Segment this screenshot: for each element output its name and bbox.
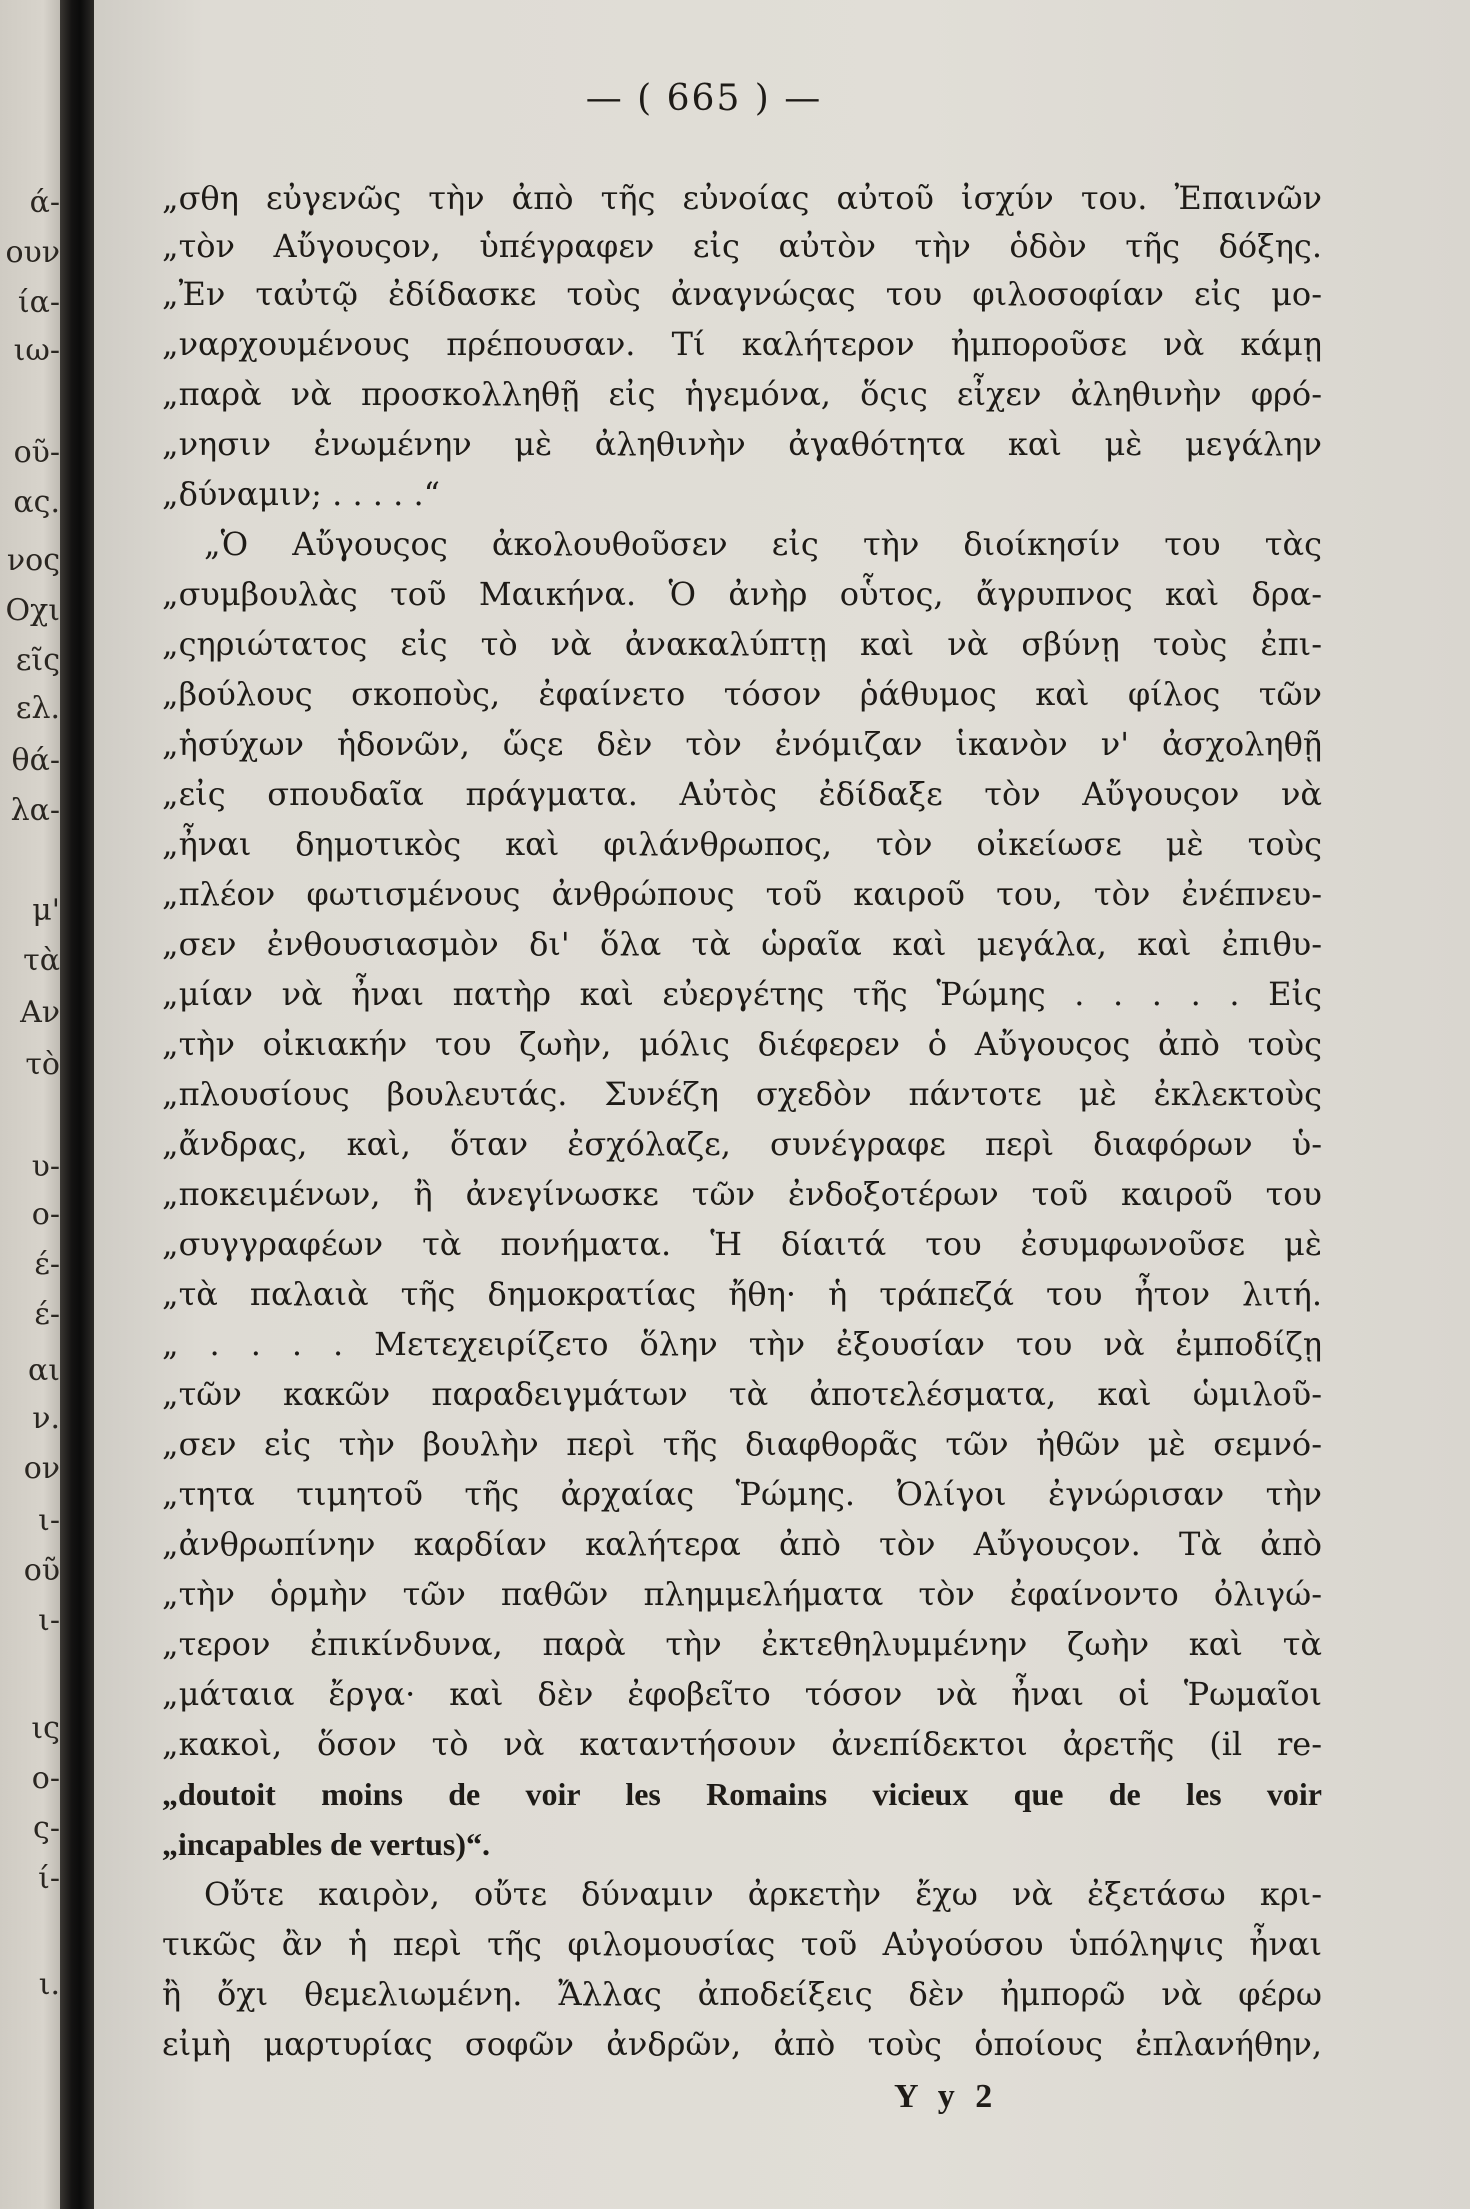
facing-page-fragment: έ- (34, 1247, 60, 1282)
book-page (94, 0, 1470, 2209)
book-gutter (60, 0, 94, 2209)
facing-page-fragment: ι. (38, 1967, 60, 2002)
facing-page-fragment: ις (31, 1711, 60, 1746)
facing-page-edge (0, 0, 62, 2209)
text-line-french: „doutoit moins de voir les Romains vicieux que de les voir (162, 1776, 1322, 1812)
text-line: „ . . . . Μετεχειρίζετο ὅλην τὴν ἐξουσίαν του νὰ ἐμποδίζῃ (162, 1325, 1322, 1363)
facing-page-fragment: ι- (38, 1503, 60, 1538)
page-number-header: — ( 665 ) — (585, 78, 823, 119)
text-line: „ναρχουμένους πρέπουσαν. Τί καλήτερον ἠμποροῦσε νὰ κάμῃ (162, 325, 1322, 363)
text-line: „τὰ παλαιὰ τῆς δημοκρατίας ἤθη· ἡ τράπεζά του ἦτον λιτή. (162, 1275, 1322, 1313)
facing-page-fragment: ν. (32, 1401, 60, 1436)
text-line: ἢ ὄχι θεμελιωμένη. Ἄλλας ἀποδείξεις δὲν ἠμπορῶ νὰ φέρω (162, 1975, 1322, 2013)
text-line: „τὴν οἰκιακήν του ζωὴν, μόλις διέφερεν ὁ Αὔγουςος ἀπὸ τοὺς (162, 1025, 1322, 1063)
facing-page-fragment: ας. (13, 485, 60, 520)
facing-page-fragment: ία- (17, 285, 60, 320)
facing-page-fragment: ο- (31, 1761, 60, 1796)
facing-page-fragment: εῖς (15, 643, 60, 678)
text-line: „παρὰ νὰ προσκολληθῇ εἰς ἡγεμόνα, ὅςις εἶχεν ἀληθινὴν φρό- (162, 375, 1322, 413)
text-line: „συμβουλὰς τοῦ Μαικήνα. Ὁ ἀνὴρ οὗτος, ἄγρυπνος καὶ δρα- (162, 575, 1322, 613)
signature-mark: Y y 2 (894, 2078, 999, 2115)
facing-page-fragment: ο- (31, 1197, 60, 1232)
text-line: „Ἐν ταὐτῷ ἐδίδασκε τοὺς ἀναγνώςας του φιλοσοφίαν εἰς μο- (162, 275, 1322, 313)
text-line: „βούλους σκοποὺς, ἐφαίνετο τόσον ῥάθυμος καὶ φίλος τῶν (162, 675, 1322, 713)
facing-page-fragment: υ- (31, 1149, 60, 1184)
facing-page-fragment: τὸ (25, 1047, 60, 1082)
text-line: εἰμὴ μαρτυρίας σοφῶν ἀνδρῶν, ἀπὸ τοὺς ὁποίους ἐπλανήθην, (162, 2025, 1322, 2063)
text-line: „ἦναι δημοτικὸς καὶ φιλάνθρωπος, τὸν οἰκείωσε μὲ τοὺς (162, 825, 1322, 863)
facing-page-fragment: ι- (38, 1603, 60, 1638)
text-line: „σεν εἰς τὴν βουλὴν περὶ τῆς διαφθορᾶς τῶν ἠθῶν μὲ σεμνό- (162, 1425, 1322, 1463)
text-line: „νησιν ἐνωμένην μὲ ἀληθινὴν ἀγαθότητα καὶ μὲ μεγάλην (162, 425, 1322, 463)
text-line: „μάταια ἔργα· καὶ δὲν ἐφοβεῖτο τόσον νὰ ἦναι οἱ Ῥωμαῖοι (162, 1675, 1322, 1713)
facing-page-fragment: ιω- (13, 333, 60, 368)
facing-page-fragment: οῦ- (13, 435, 60, 470)
facing-page-fragment: έ- (34, 1297, 60, 1332)
facing-page-fragment: νος (6, 543, 60, 578)
facing-page-fragment: οῦ (23, 1553, 60, 1588)
text-line: „εἰς σπουδαῖα πράγματα. Αὐτὸς ἐδίδαξε τὸν Αὔγουςον νὰ (162, 775, 1322, 813)
text-line: „πλουσίους βουλευτάς. Συνέζη σχεδὸν πάντοτε μὲ ἐκλεκτοὺς (162, 1075, 1322, 1113)
text-line: „ἀνθρωπίνην καρδίαν καλήτερα ἀπὸ τὸν Αὔγουςον. Τὰ ἀπὸ (162, 1525, 1322, 1563)
facing-page-fragment: ά- (29, 185, 60, 220)
text-line: „τερον ἐπικίνδυνα, παρὰ τὴν ἐκτεθηλυμμένην ζωὴν καὶ τὰ (162, 1625, 1322, 1663)
text-line: „συγγραφέων τὰ πονήματα. Ἡ δίαιτά του ἐσυμφωνοῦσε μὲ (162, 1225, 1322, 1263)
text-line: τικῶς ἂν ἡ περὶ τῆς φιλομουσίας τοῦ Αὐγούσου ὑπόληψις ἦναι (162, 1925, 1322, 1963)
facing-page-fragment: ελ. (15, 691, 60, 726)
facing-page-fragment: ί- (38, 1861, 60, 1896)
text-line: „πλέον φωτισμένους ἀνθρώπους τοῦ καιροῦ του, τὸν ἐνέπνευ- (162, 875, 1322, 913)
facing-page-fragment: μ' (32, 893, 60, 928)
text-line: „κακοὶ, ὅσον τὸ νὰ καταντήσουν ἀνεπίδεκτοι ἀρετῆς (il re- (162, 1725, 1322, 1763)
text-line: „τητα τιμητοῦ τῆς ἀρχαίας Ῥώμης. Ὀλίγοι ἐγνώρισαν τὴν (162, 1475, 1322, 1513)
text-line: „τὸν Αὔγουςον, ὑπέγραφεν εἰς αὐτὸν τὴν ὁδὸν τῆς δόξης. (162, 227, 1322, 265)
text-line: „τῶν κακῶν παραδειγμάτων τὰ ἀποτελέσματα, καὶ ὡμιλοῦ- (162, 1375, 1322, 1413)
facing-page-fragment: αι (27, 1353, 60, 1388)
facing-page-fragment: Οχι (5, 593, 60, 628)
facing-page-fragment: λα- (10, 793, 60, 828)
text-line: „ποκειμένων, ἢ ἀνεγίνωσκε τῶν ἐνδοξοτέρων τοῦ καιροῦ του (162, 1175, 1322, 1213)
text-line: „ἄνδρας, καὶ, ὅταν ἐσχόλαζε, συνέγραφε περὶ διαφόρων ὑ- (162, 1125, 1322, 1163)
facing-page-fragment: ουν (5, 235, 60, 270)
text-line: „σθη εὐγενῶς τὴν ἀπὸ τῆς εὐνοίας αὐτοῦ ἰσχύν του. Ἐπαινῶν (162, 179, 1322, 217)
text-line: „τὴν ὁρμὴν τῶν παθῶν πλημμελήματα τὸν ἐφαίνοντο ὀλιγώ- (162, 1575, 1322, 1613)
facing-page-fragment: ς- (33, 1811, 60, 1846)
text-line: Οὔτε καιρὸν, οὔτε δύναμιν ἀρκετὴν ἔχω νὰ ἐξετάσω κρι- (204, 1875, 1322, 1913)
facing-page-fragment: Αν (20, 995, 60, 1030)
text-line: „ςηριώτατος εἰς τὸ νὰ ἀνακαλύπτῃ καὶ νὰ σβύνῃ τοὺς ἐπι- (162, 625, 1322, 663)
text-line-french: „incapables de vertus)“. (162, 1826, 490, 1862)
text-line: „σεν ἐνθουσιασμὸν δι' ὅλα τὰ ὡραῖα καὶ μεγάλα, καὶ ἐπιθυ- (162, 925, 1322, 963)
facing-page-fragment: τὰ (23, 943, 60, 978)
facing-page-fragment: θά- (11, 743, 60, 778)
text-line: „δύναμιν; . . . . .“ (162, 475, 441, 513)
text-line: „Ὁ Αὔγουςος ἀκολουθοῦσεν εἰς τὴν διοίκησίν του τὰς (204, 525, 1322, 563)
text-line: „μίαν νὰ ἦναι πατὴρ καὶ εὐεργέτης τῆς Ῥώμης . . . . . Εἰς (162, 975, 1322, 1013)
text-line: „ἡσύχων ἡδονῶν, ὥςε δὲν τὸν ἐνόμιζαν ἱκανὸν ν' ἀσχοληθῇ (162, 725, 1322, 763)
facing-page-fragment: ον (23, 1451, 60, 1486)
